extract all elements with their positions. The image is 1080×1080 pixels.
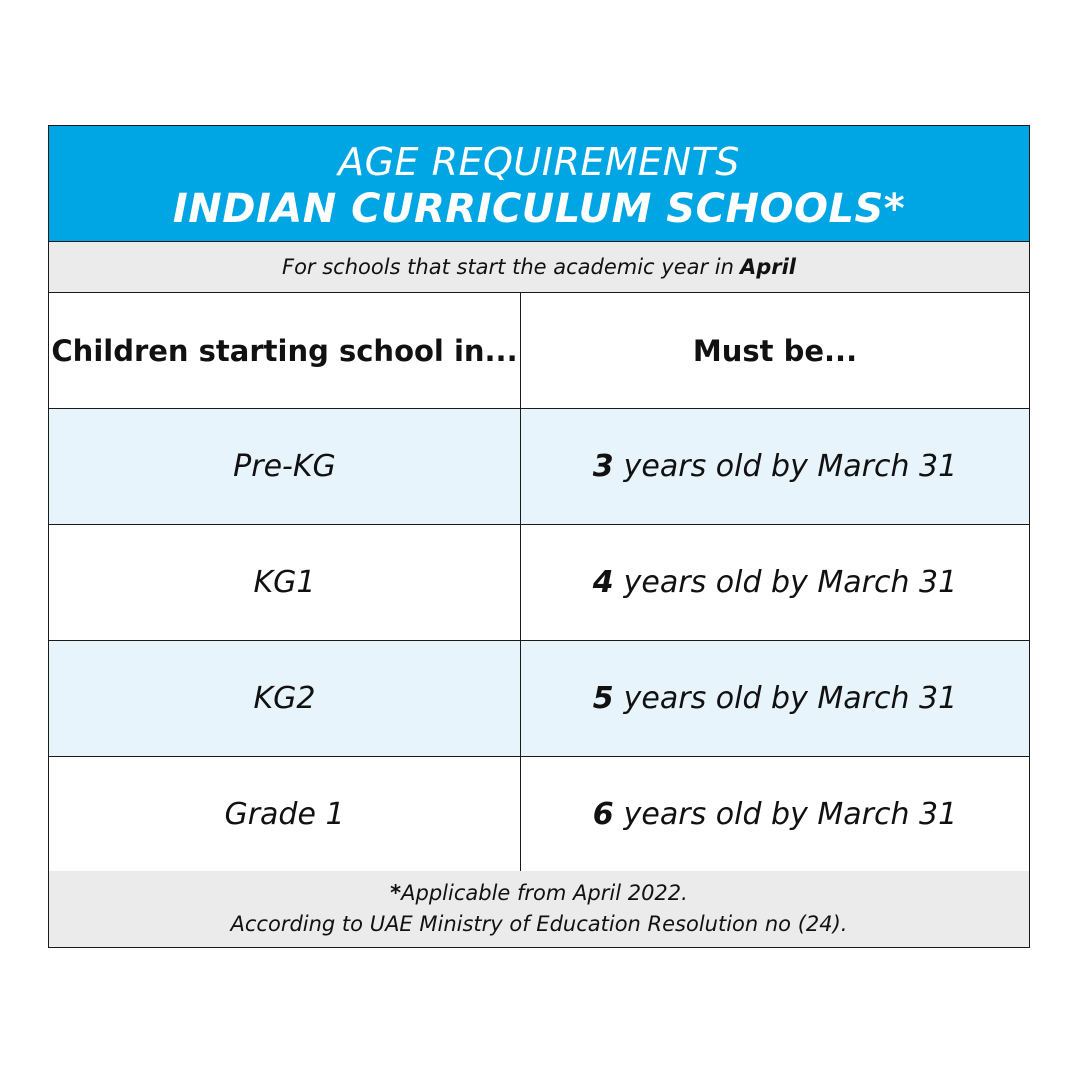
age-number: 5: [592, 681, 614, 716]
age-cell: [521, 641, 1029, 756]
footnote-text-1: Applicable from April 2022.: [401, 881, 688, 905]
footnote-asterisk: *: [390, 881, 402, 905]
table-row: [49, 525, 1029, 641]
age-number: 3: [592, 449, 614, 484]
age-cell: [521, 409, 1029, 524]
table-row: [49, 409, 1029, 525]
footnote-line-2: According to UAE Ministry of Education Resolution no (24).: [230, 912, 848, 936]
column-header-age: Must be...: [692, 333, 858, 368]
age-cell: [521, 525, 1029, 640]
age-cell: [521, 757, 1029, 872]
footnote: [49, 871, 1029, 947]
table-header: [49, 126, 1029, 242]
age-number: 4: [592, 565, 614, 600]
column-header-row: [49, 293, 1029, 409]
age-requirements-table: [48, 125, 1030, 948]
grade-cell: Pre-KG: [49, 409, 521, 524]
age-suffix: years old by March 31: [623, 797, 958, 832]
header-line-1: AGE REQUIREMENTS: [338, 140, 740, 184]
grade-cell: Grade 1: [49, 757, 521, 872]
table-row: [49, 641, 1029, 757]
table-row: [49, 757, 1029, 873]
age-suffix: years old by March 31: [623, 565, 958, 600]
footnote-line-1: [49, 881, 1029, 905]
subheader-text: For schools that start the academic year in: [282, 255, 734, 279]
column-header-grade: Children starting school in...: [49, 293, 521, 408]
subheader-emphasis: April: [739, 255, 796, 279]
age-number: 6: [592, 797, 614, 832]
subheader: [49, 242, 1029, 293]
grade-cell: KG1: [49, 525, 521, 640]
header-line-2: INDIAN CURRICULUM SCHOOLS*: [172, 186, 906, 232]
age-suffix: years old by March 31: [623, 681, 958, 716]
age-suffix: years old by March 31: [623, 449, 958, 484]
grade-cell: KG2: [49, 641, 521, 756]
